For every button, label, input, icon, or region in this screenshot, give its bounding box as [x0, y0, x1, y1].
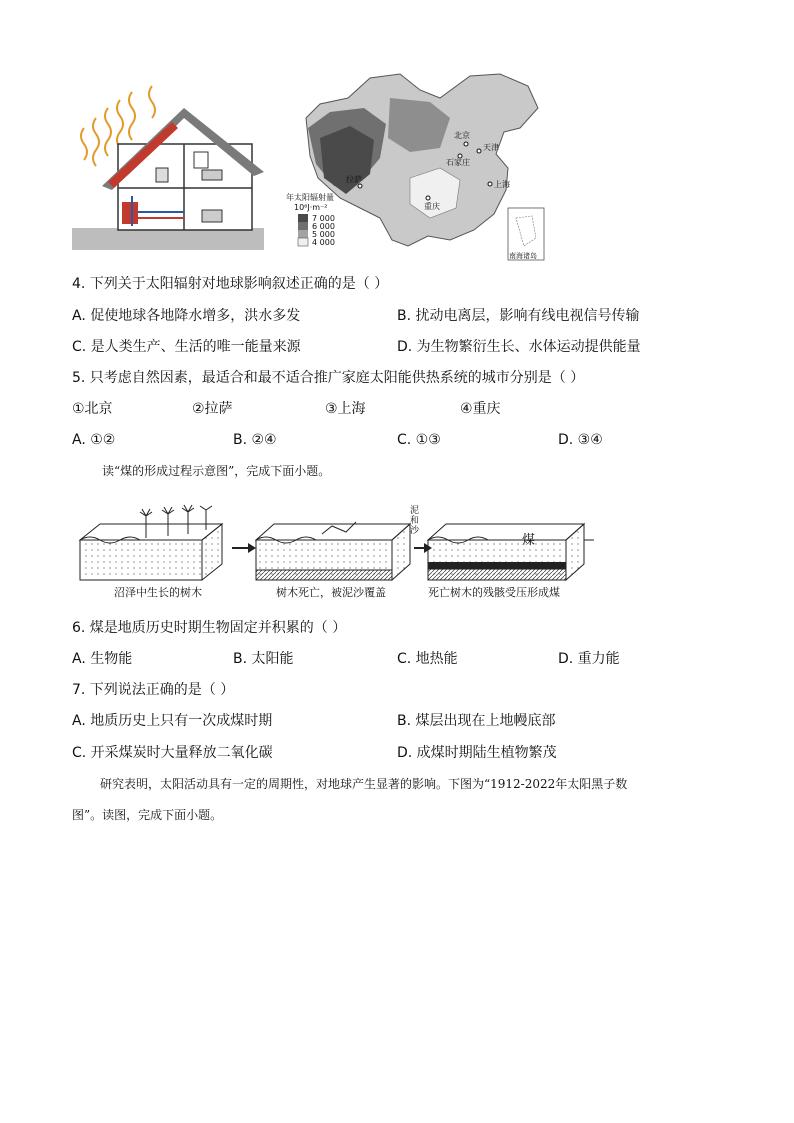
map-city-label: 上海 — [494, 180, 510, 189]
q6-option-a[interactable]: A. 生物能 — [72, 651, 133, 667]
legend-value: 5 000 — [312, 230, 335, 239]
q7-option-b[interactable]: B. 煤层出现在上地幔底部 — [397, 713, 556, 729]
q6-option-c[interactable]: C. 地热能 — [397, 651, 458, 667]
q7-option-c[interactable]: C. 开采煤炭时大量释放二氧化碳 — [72, 745, 273, 761]
question-6-stem: 6. 煤是地质历史时期生物固定并积累的（ ） — [72, 620, 347, 636]
diagram-caption-1: 沼泽中生长的树木 — [114, 586, 202, 599]
diagram-caption-2: 树木死亡，被泥沙覆盖 — [276, 586, 386, 599]
q4-option-a[interactable]: A. 促使地球各地降水增多，洪水多发 — [72, 308, 301, 324]
q6-option-d[interactable]: D. 重力能 — [558, 651, 620, 667]
q5-item-2: ②拉萨 — [192, 401, 233, 417]
map-city-label: 石家庄 — [446, 158, 470, 167]
q5-item-1: ①北京 — [72, 401, 113, 417]
coal-label: 煤 — [522, 533, 536, 548]
q4-option-b[interactable]: B. 扰动电离层，影响有线电视信号传输 — [397, 308, 640, 324]
coal-formation-diagram — [72, 500, 632, 586]
q4-option-d[interactable]: D. 为生物繁衍生长、水体运动提供能量 — [397, 339, 641, 355]
solar-radiation-map — [286, 68, 550, 264]
q7-option-d[interactable]: D. 成煤时期陆生植物繁茂 — [397, 745, 557, 761]
question-7-stem: 7. 下列说法正确的是（ ） — [72, 682, 235, 698]
section-intro-coal: 读“煤的形成过程示意图”，完成下面小题。 — [102, 464, 331, 478]
legend-unit: 10⁶J·m⁻² — [294, 203, 328, 212]
legend-title: 年太阳辐射量 — [286, 193, 334, 202]
question-4-stem: 4. 下列关于太阳辐射对地球影响叙述正确的是（ ） — [72, 276, 389, 292]
q5-item-3: ③上海 — [325, 401, 366, 417]
legend-value: 7 000 — [312, 214, 335, 223]
map-city-label: 北京 — [454, 131, 470, 140]
q5-item-4: ④重庆 — [460, 401, 501, 417]
q7-option-a[interactable]: A. 地质历史上只有一次成煤时期 — [72, 713, 273, 729]
map-city-label: 天津 — [483, 143, 499, 152]
inset-label: 南海诸岛 — [509, 252, 537, 260]
legend-value: 6 000 — [312, 222, 335, 231]
section-intro-sunspot-line2: 图”。读图，完成下面小题。 — [72, 808, 223, 822]
q4-option-c[interactable]: C. 是人类生产、生活的唯一能量来源 — [72, 339, 301, 355]
q6-option-b[interactable]: B. 太阳能 — [233, 651, 294, 667]
q5-option-d[interactable]: D. ③④ — [558, 432, 603, 448]
diagram-caption-3: 死亡树木的残骸受压形成煤 — [428, 586, 560, 599]
section-intro-sunspot-line1: 研究表明，太阳活动具有一定的周期性，对地球产生显著的影响。下图为“1912-2022年太阳黑子数 — [100, 777, 628, 791]
q5-option-b[interactable]: B. ②④ — [233, 432, 277, 448]
mud-sand-label: 泥和沙 — [410, 506, 420, 536]
legend-value: 4 000 — [312, 238, 335, 247]
map-city-label: 重庆 — [424, 202, 440, 211]
solar-house-illustration — [72, 86, 264, 252]
q5-option-a[interactable]: A. ①② — [72, 432, 116, 448]
question-5-stem: 5. 只考虑自然因素，最适合和最不适合推广家庭太阳能供热系统的城市分别是（ ） — [72, 370, 585, 386]
map-city-label: 拉萨 — [346, 175, 362, 184]
q5-option-c[interactable]: C. ①③ — [397, 432, 441, 448]
